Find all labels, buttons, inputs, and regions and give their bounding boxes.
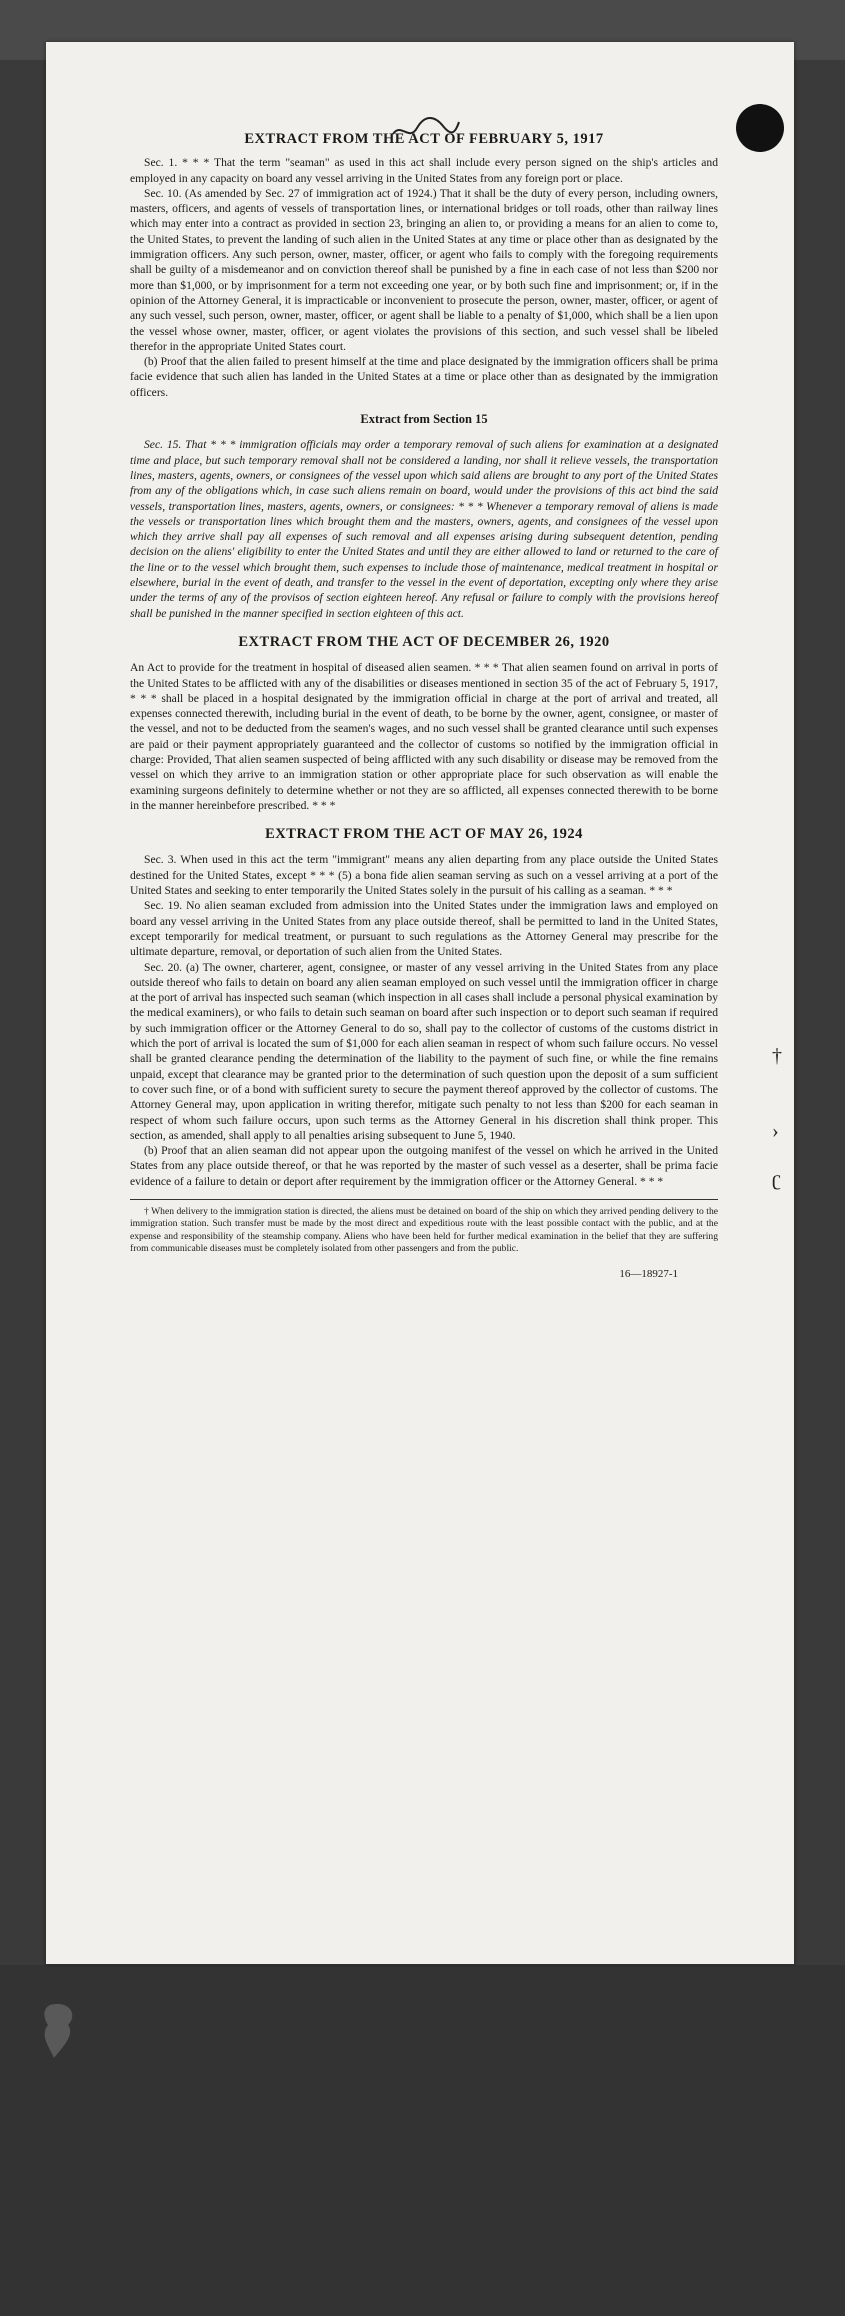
paragraph: Sec. 1. * * * That the term "seaman" as used in this act shall include every person signed on the ship's articles and employed in any capacity on board any vessel arriving in the United States from any foreign port or place. <box>130 156 718 185</box>
document-body <box>130 132 718 1282</box>
document-number: 16—18927-1 <box>619 1268 678 1281</box>
margin-mark: † <box>772 1045 782 1067</box>
section-title-1920: EXTRACT FROM THE ACT OF DECEMBER 26, 1920 <box>238 633 610 650</box>
paragraph: Sec. 20. (a) The owner, charterer, agent, consignee, or master of any vessel arriving in the United States from any place outside thereof who fails to detain on board any alien seaman employed on such vessel until the immigration officer in charge at the port of arrival has inspected such seaman (which inspection in all cases shall include a personal physical examination by the medical examiners), or who fails to detain such seaman on board after such inspection or to deport such seaman if required by such immigration officer or the Attorney General to do so, shall pay to the collector of customs of the customs district in which the port of arrival is located the sum of $1,000 for each alien seaman in respect of whom such failure occurs. No vessel shall be granted clearance pending the determination of the liability to the payment of such fine, or while the fine remains unpaid, except that clearance may be granted prior to the determination of such question upon the deposit of a sum sufficient to cover such fine, or of a bond with sufficient surety to secure the payment thereof approved by the collector of customs. The Attorney General may, upon application in writing therefor, mitigate such penalty to not less than $200 for each seaman in respect of whom such failure occurs, upon such terms as the Attorney General in his discretion shall think proper. This section, as amended, shall apply to all penalties arising subsequent to June 5, 1940. <box>130 960 718 1142</box>
section-title-extract-15: Extract from Section 15 <box>360 412 488 427</box>
paragraph: (b) Proof that an alien seaman did not appear upon the outgoing manifest of the vessel on which he arrived in the United States from any place outside thereof, or that he was reported by the master of such vessel as a deserter, shall be prima facie evidence of a failure to detain or deport after requirement by the immigration officer or the Attorney General. * * * <box>130 1144 718 1188</box>
margin-mark: ʗ <box>772 1168 781 1190</box>
paragraph: Sec. 3. When used in this act the term "immigrant" means any alien departing from any place outside the United States destined for the United States, except * * * (5) a bona fide alien seaman serving as such on a vessel arriving at a port of the United States and seeking to enter temporarily the United States solely in the pursuit of his calling as a seaman. * * * <box>130 853 718 898</box>
scan-stain-icon <box>40 2000 80 2060</box>
paragraph: An Act to provide for the treatment in hospital of diseased alien seamen. * * * That alien seamen found on arrival in ports of the United States to be afflicted with any of the disabilities or diseases mentioned in section 35 of the act of February 5, 1917, * * * shall be placed in a hospital designated by the immigration official in charge at the port of arrival and treated, all expenses connected therewith, including burial in the event of death, to be borne by the owner, agent, consignee, or master of the vessel, and not to be deducted from the seamen's wages, and no such vessel shall be granted clearance until such expenses are paid or their payment appropriately guaranteed and the collector of customs so notified by the immigration official in charge: Provided, That alien seamen suspected of being afflicted with any such disability or disease may be removed from the vessel on which they arrive to an immigration station or other appropriate place for such observation as will enable the examining surgeons definitely to determine whether or not they are so afflicted, all expenses connected therewith to be borne in the manner hereinbefore prescribed. * * * <box>130 661 718 812</box>
section-title-1924: EXTRACT FROM THE ACT OF MAY 26, 1924 <box>265 826 583 843</box>
scan-background-bottom <box>0 1965 845 2316</box>
footnote-divider <box>130 1199 718 1200</box>
margin-mark: › <box>772 1120 779 1142</box>
footnote: † When delivery to the immigration station is directed, the aliens must be detained on board of the ship on which they arrived pending delivery to the immigration station. Such transfer must be made by the most direct and expeditious route with the least possible contact with the public, and at the expense and responsibility of the steamship company. Aliens who have been held for further medical examination in the belief that they are suffering from communicable diseases must be completely isolated from other passengers and from the public. <box>130 1206 718 1254</box>
paragraph: Sec. 15. That * * * immigration officials may order a temporary removal of such aliens for examination at a designated time and place, but such temporary removal shall not be considered a landing, nor shall it relieve vessels, the transportation lines, masters, agents, owners, or consignees of the vessel upon which said aliens are brought to any port of the United States from any of the obligations which, in case such aliens remain on board, would under the provisions of this act bind the said vessels, transportation lines, masters, agents, owners, or consignees: * * * Whenever a temporary removal of aliens is made the vessels or transportation lines which brought them and the masters, owners, agents, and consignees of the vessel upon which they arrive shall pay all expenses of such removal and all expenses arising during subsequent detention, pending decision on the aliens' eligibility to enter the United States and until they are either allowed to land or returned to the care of the line or to the vessel which brought them, such expenses to include those of maintenance, medical treatment in hospital or elsewhere, burial in the event of death, and transfer to the vessel in the event of deportation, excepting only where they arise under the terms of any of the provisos of section eighteen hereof. Any refusal or failure to comply with the provisions hereof shall be punished in the manner specified in section eighteen of this act. <box>130 438 718 620</box>
document-page <box>46 42 794 1964</box>
punch-hole <box>736 104 784 152</box>
section-title-1917: EXTRACT FROM THE ACT OF FEBRUARY 5, 1917 <box>244 131 604 147</box>
paragraph: Sec. 10. (As amended by Sec. 27 of immigration act of 1924.) That it shall be the duty of every person, including owners, masters, officers, and agents of vessels of transportation lines, or international bridges or toll roads, other than railway lines which may enter into a contract as provided in section 23, bringing an alien to, or providing a means for an alien to come to, the United States, to prevent the landing of such alien in the United States at any time or place other than as designated by the immigration officers. Any such person, owner, master, officer, or agent who fails to comply with the foregoing requirements shall be guilty of a misdemeanor and on conviction thereof shall be punished by a fine in each case of not less than $200 nor more than $1,000, or by imprisonment for a term not exceeding one year, or by both such fine and imprisonment; or, if in the opinion of the Attorney General, it is impracticable or inconvenient to prosecute the person, owner, master, officer, or agent of any such vessel, such person, owner, master, officer, or agent shall be liable to a penalty of $1,000, which shall be a lien upon the vessel whose owner, master, officer, or agent violates the provisions of this section, and such vessel shall be libeled therefor in the appropriate United States court. <box>130 186 718 353</box>
paragraph: (b) Proof that the alien failed to present himself at the time and place designated by the immigration officers shall be prima facie evidence that such alien has landed in the United States at a time or place other than as designated by the immigration officers. <box>130 355 718 399</box>
paragraph: Sec. 19. No alien seaman excluded from admission into the United States under the immigration laws and employed on board any vessel arriving in the United States from any place outside thereof, shall be permitted to land in the United States, except temporarily for medical treatment, or pursuant to such regulations as the Attorney General may prescribe for the ultimate departure, removal, or deportation of such alien from the United States. <box>130 899 718 959</box>
